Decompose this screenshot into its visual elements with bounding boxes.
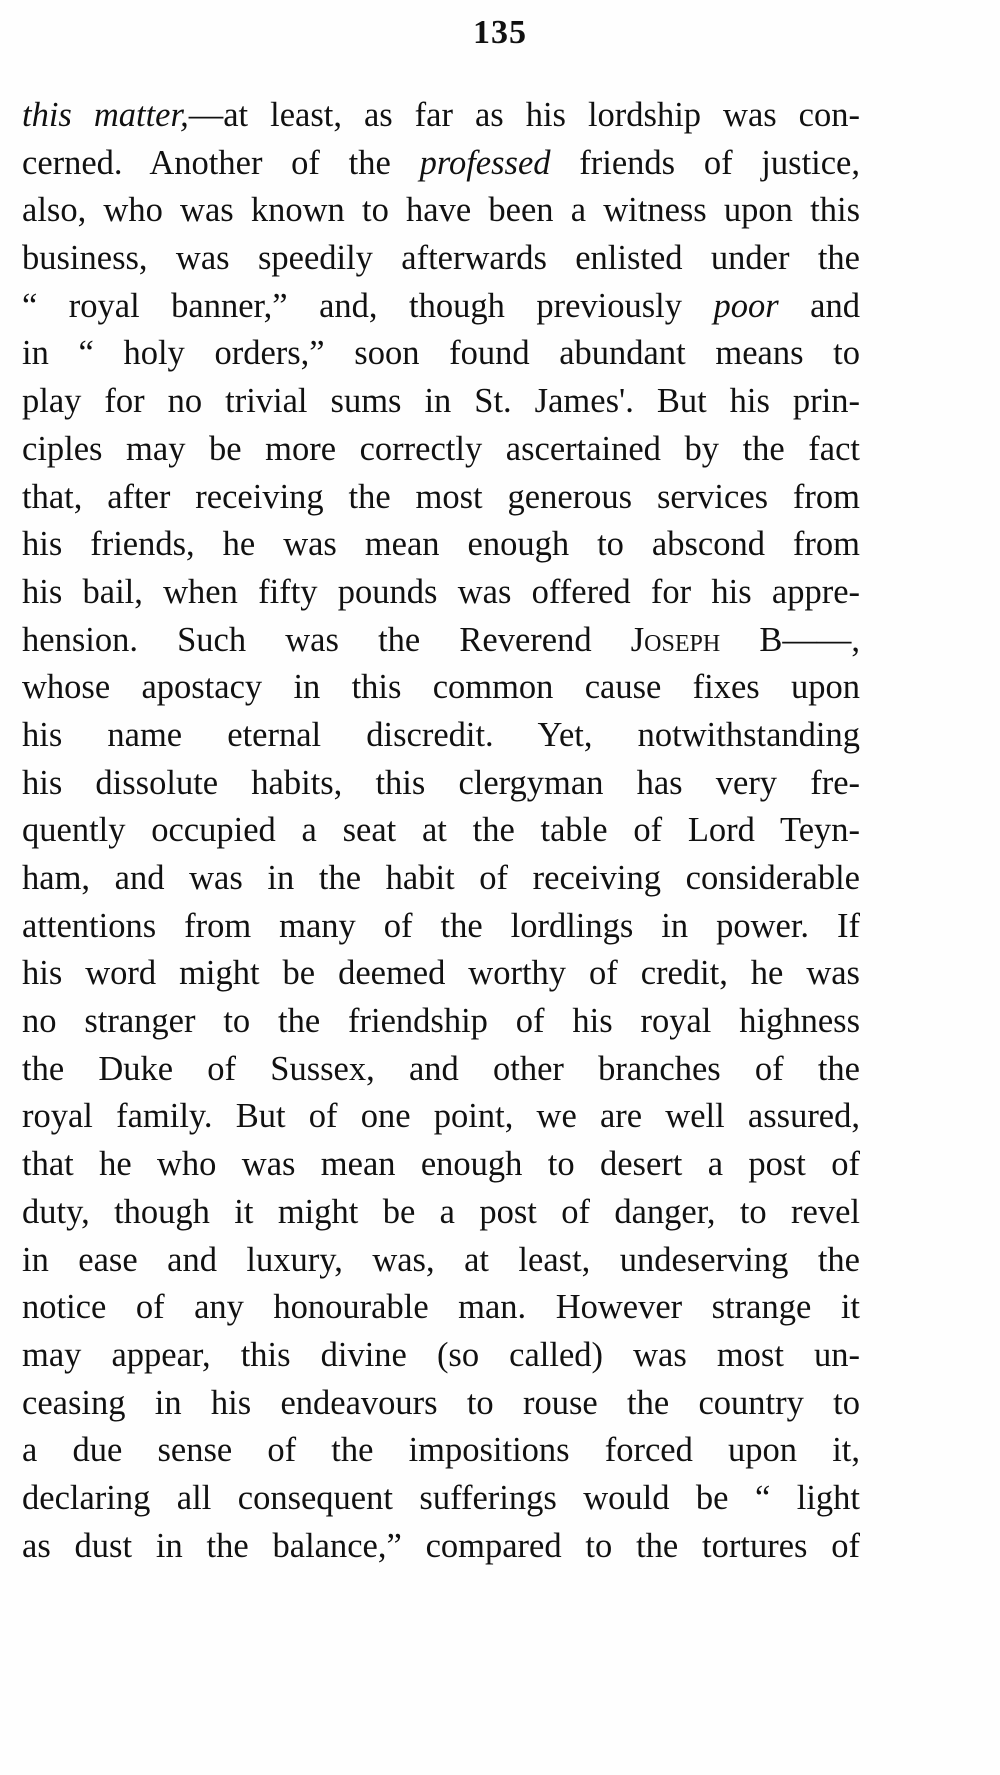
italic-text: professed — [419, 143, 551, 182]
text-line — [22, 1380, 860, 1428]
text-segment: may appear, this divine (so called) was most un- — [22, 1335, 860, 1374]
text-segment: and — [778, 286, 860, 325]
text-line — [22, 855, 860, 903]
text-segment: whose apostacy in this common cause fixes upon — [22, 668, 860, 707]
text-segment: that, after receiving the most generous services from — [22, 477, 860, 516]
text-line — [22, 1237, 860, 1285]
text-segment: a due sense of the impositions forced upon it, — [22, 1431, 860, 1470]
text-line — [22, 283, 860, 331]
text-line — [22, 474, 860, 522]
text-line — [22, 426, 860, 474]
text-segment: in ease and luxury, was, at least, undeserving the — [22, 1240, 860, 1279]
text-line — [22, 807, 860, 855]
text-segment: declaring all consequent sufferings would be “ light — [22, 1478, 860, 1517]
text-segment: cerned. Another of the — [22, 143, 420, 182]
text-segment: business, was speedily afterwards enlisted under the — [22, 239, 860, 278]
text-segment: royal family. But of one point, we are well assured, — [22, 1097, 860, 1136]
text-segment: his bail, when fifty pounds was offered for his appre- — [22, 572, 860, 611]
text-segment: duty, though it might be a post of danger, to revel — [22, 1192, 860, 1231]
text-segment: the Duke of Sussex, and other branches of the — [22, 1049, 860, 1088]
text-segment: his word might be deemed worthy of credit, he was — [22, 954, 860, 993]
text-line — [22, 569, 860, 617]
text-segment: ciples may be more correctly ascertained by the fact — [22, 429, 860, 468]
italic-text: poor — [713, 286, 779, 325]
small-caps-name: Joseph — [630, 620, 721, 659]
text-line — [22, 187, 860, 235]
text-segment: —at least, as far as his lordship was con- — [188, 96, 860, 134]
text-line — [22, 92, 860, 140]
text-segment: notice of any honourable man. However strange it — [22, 1288, 860, 1327]
text-line — [22, 140, 860, 188]
text-segment: his friends, he was mean enough to abscond from — [22, 525, 860, 564]
text-line — [22, 1427, 860, 1475]
page-number: 135 — [473, 14, 527, 51]
text-line — [22, 1523, 860, 1571]
text-line — [22, 1141, 860, 1189]
text-line — [22, 998, 860, 1046]
text-segment: also, who was known to have been a witness upon this — [22, 191, 860, 230]
text-line — [22, 1475, 860, 1523]
text-line — [22, 1046, 860, 1094]
text-segment: “ royal banner,” and, though previously — [22, 286, 714, 325]
text-segment: in “ holy orders,” soon found abundant means to — [22, 334, 860, 373]
text-line — [22, 1284, 860, 1332]
text-line — [22, 617, 860, 665]
text-segment: ham, and was in the habit of receiving considerable — [22, 859, 860, 897]
text-line — [22, 1332, 860, 1380]
text-line — [22, 330, 860, 378]
text-line — [22, 760, 860, 808]
body-text — [22, 92, 860, 1570]
text-segment: attentions from many of the lordlings in power. If — [22, 906, 860, 945]
text-line — [22, 235, 860, 283]
text-segment: ceasing in his endeavours to rouse the country to — [22, 1383, 860, 1422]
text-segment: no stranger to the friendship of his royal highness — [22, 1002, 860, 1041]
text-segment: as dust in the balance,” compared to the tortures of — [22, 1526, 860, 1565]
text-line — [22, 950, 860, 998]
text-segment: quently occupied a seat at the table of Lord Teyn- — [22, 811, 860, 850]
text-segment: that he who was mean enough to desert a post of — [22, 1145, 860, 1184]
text-line — [22, 664, 860, 712]
text-line — [22, 1189, 860, 1237]
text-segment: his name eternal discredit. Yet, notwithstanding — [22, 715, 860, 754]
italic-text: this matter, — [22, 96, 189, 134]
text-segment: B——, — [720, 620, 860, 659]
text-line — [22, 1093, 860, 1141]
text-line — [22, 521, 860, 569]
text-line — [22, 712, 860, 760]
text-segment: play for no trivial sums in St. James'. But his prin- — [22, 382, 860, 421]
text-segment: his dissolute habits, this clergyman has very fre- — [22, 763, 860, 802]
text-line — [22, 903, 860, 951]
text-line — [22, 378, 860, 426]
text-segment: friends of justice, — [550, 143, 860, 182]
text-segment: hension. Such was the Reverend — [22, 620, 631, 659]
